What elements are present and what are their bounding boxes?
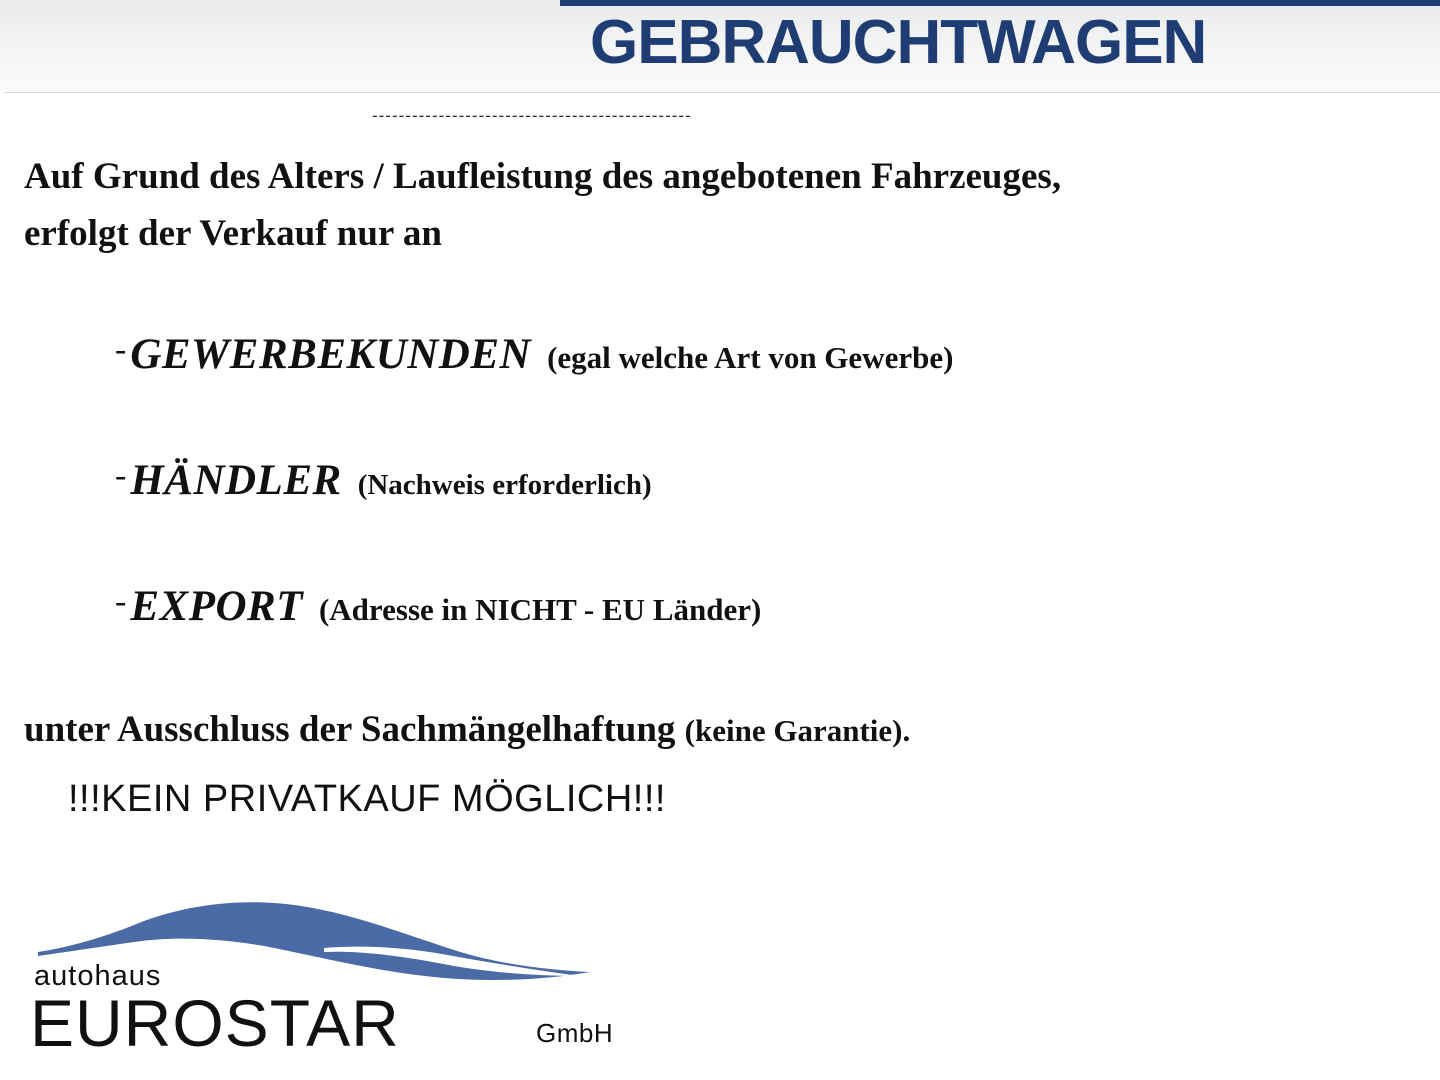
no-private-sale-notice: !!!KEIN PRIVATKAUF MÖGLICH!!! — [68, 778, 666, 820]
list-item — [115, 456, 1395, 582]
company-logo — [24, 890, 644, 1065]
header-band — [0, 0, 1440, 93]
list-item — [115, 330, 1395, 456]
closing-main: unter Ausschluss der Sachmängelhaftung — [24, 709, 676, 750]
closing-parenthetical: (keine Garantie). — [684, 713, 911, 748]
page-title: GEBRAUCHTWAGEN — [590, 8, 1207, 77]
bullet-note-gewerbekunden: (egal welche Art von Gewerbe) — [547, 340, 954, 375]
logo-word-eurostar: EUROSTAR — [30, 986, 400, 1060]
intro-line-1: Auf Grund des Alters / Laufleistung des angebotenen Fahrzeuges, — [24, 156, 1062, 197]
page-left-margin — [0, 92, 4, 1080]
bullet-note-export: (Adresse in NICHT - EU Länder) — [318, 592, 762, 627]
dashed-separator: ------------------------------------------------ — [372, 106, 692, 125]
logo-suffix-gmbh: GmbH — [536, 1018, 614, 1048]
logo-word-autohaus: autohaus — [34, 960, 162, 992]
intro-paragraph — [24, 148, 1384, 262]
bullet-label-gewerbekunden: GEWERBEKUNDEN — [130, 331, 532, 378]
bullet-note-haendler: (Nachweis erforderlich) — [357, 469, 652, 501]
buyer-category-list — [115, 330, 1395, 708]
bullet-label-haendler: HÄNDLER — [130, 457, 342, 504]
bullet-dash: - — [115, 583, 127, 620]
bullet-label-export: EXPORT — [130, 583, 303, 630]
bullet-dash: - — [115, 457, 127, 494]
closing-paragraph — [24, 700, 1414, 761]
list-item — [115, 582, 1395, 708]
bullet-dash: - — [115, 331, 127, 368]
intro-line-2: erfolgt der Verkauf nur an — [24, 213, 442, 254]
